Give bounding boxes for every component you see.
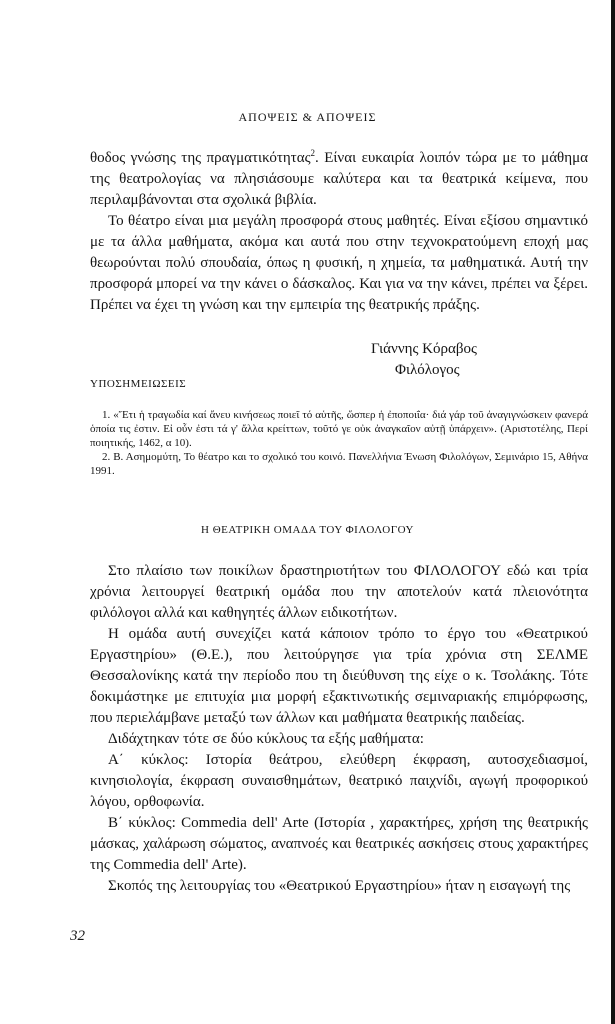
section-title: Η ΘΕΑΤΡΙΚΗ ΟΜΑΔΑ ΤΟΥ ΦΙΛΟΛΟΓΟΥ <box>201 524 414 536</box>
footnote-2: 2. Β. Ασημομύτη, Το θέατρο και το σχολικό του κοινό. Πανελλήνια Ένωση Φιλολόγων, Σεμινάριο 15, Αθήνα 1991. <box>90 451 588 477</box>
section-paragraph-5: Β΄ κύκλος: Commedia dell' Arte (Ιστορία , χαρακτήρες, χρήση της θεατρικής μάσκας, χαλάρωση σώματος, αναπνοές και θεατρικές ασκήσεις στους χαρακτήρες της Commedia dell' Arte). <box>90 815 588 873</box>
section-paragraph-2: Η ομάδα αυτή συνεχίζει κατά κάποιον τρόπο το έργο του «Θεατρικού Εργαστηρίου» (Θ.Ε.), που λειτούργησε για τρία χρόνια στη ΣΕΛΜΕ Θεσσαλονίκης κατά την περίοδο που τη διεύθυνση της είχε ο κ. Τσολάκης. Τότε δοκιμάστηκε με επιτυχία μια μορφή εξακτινωτικής σεμιναριακής επιμόρφωσης, που περιελάμβανε μεταξύ των άλλων και μαθήματα θεατρικής παιδείας. <box>90 626 588 726</box>
footnote-1: 1. «Ἔτι ἡ τραγωδία καί ἄνευ κινήσεως ποιεῖ τό αὑτῆς, ὥσπερ ἡ ἐποποιΐα· διά γάρ τοῦ ἀναγιγνώσκειν φανερά ὁποία τις ἐστιν. Εἰ οὖν ἐστι τά γ' ἄλλα κρείττων, τοῦτό γε οὐκ ἀναγκαῖον αὐτῇ ὑπάρχειν». (Αριστοτέλης, Περί ποιητικής, 1462, α 10). <box>90 409 588 449</box>
author-role: Φιλόλογος <box>395 362 460 378</box>
intro-paragraph-1 <box>90 148 588 211</box>
section-paragraph-3: Διδάχτηκαν τότε σε δύο κύκλους τα εξής μαθήματα: <box>108 731 424 747</box>
section-paragraph-4: Α΄ κύκλος: Ιστορία θεάτρου, ελεύθερη έκφραση, αυτοσχεδιασμοί, κινησιολογία, έκφραση συναισθημάτων, θεατρικό παιχνίδι, αγωγή προφορικού λόγου, ορθοφωνία. <box>90 752 588 810</box>
page-edge <box>611 0 615 1024</box>
intro-text <box>90 148 588 316</box>
footnote-ref-2: 2 <box>310 148 316 158</box>
footnotes <box>90 408 588 478</box>
footnotes-title: ΥΠΟΣΗΜΕΙΩΣΕΙΣ <box>90 378 187 390</box>
section-text <box>90 561 588 897</box>
intro-paragraph-2: Το θέατρο είναι μια μεγάλη προσφορά στους μαθητές. Είναι εξίσου σημαντικό με τα άλλα μαθήματα, ακόμα και αυτά που στην τεχνοκρατούμενη εποχή μας θεωρούνται πολύ σπουδαία, όπως η φυσική, η χημεία, τα μαθηματικά. Αυτή την προσφορά μπορεί να την κάνει ο δάσκαλος. Και για να την κάνει, πρέπει να ξέρει. Πρέπει να έχει τη γνώση και την εμπειρία της θεατρικής πράξης. <box>90 213 588 313</box>
section-paragraph-1: Στο πλαίσιο των ποικίλων δραστηριοτήτων του ΦΙΛΟΛΟΓΟΥ εδώ και τρία χρόνια λειτουργεί θεατρική ομάδα που την αποτελούν κατά πλειονότητα φιλόλογοι αλλά και καθηγητές άλλων ειδικοτήτων. <box>90 563 588 621</box>
page-number: 32 <box>70 928 85 944</box>
section-paragraph-6: Σκοπός της λειτουργίας του «Θεατρικού Εργαστηρίου» ήταν η εισαγωγή της <box>108 878 571 894</box>
author-name: Γιάννης Κόραβος <box>371 341 477 357</box>
running-header: ΑΠΟΨΕΙΣ & ΑΠΟΨΕΙΣ <box>238 110 377 124</box>
intro-p1-rest: . Είναι ευκαιρία λοιπόν τώρα με το μάθημα της θεατρολογίας να πλησιάσουμε καλύτερα και τα θεατρικά κείμενα, που περιλαμβάνονται στα σχολικά βιβλία. <box>90 150 588 208</box>
intro-p1-text: θοδος γνώσης της πραγματικότητας <box>90 150 311 166</box>
